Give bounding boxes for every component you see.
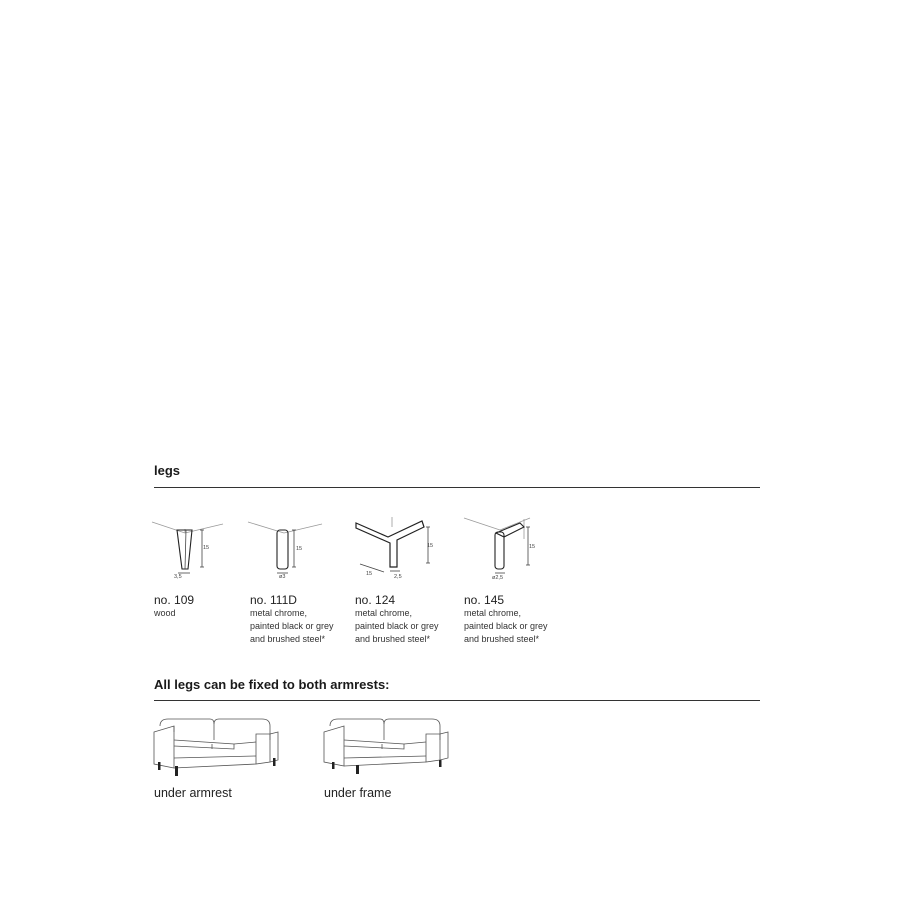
leg-109-drawing (150, 515, 230, 585)
leg-desc-line: and brushed steel* (355, 634, 431, 644)
leg-145-height: 15 (529, 544, 536, 550)
leg-item-109 (154, 593, 194, 620)
leg-124-width: 2,5 (394, 574, 402, 580)
leg-111d-width: ø3 (279, 574, 286, 580)
legs-section-title: legs (154, 463, 181, 478)
leg-name: no. 111D (250, 593, 297, 607)
leg-desc-line: metal chrome, (355, 608, 413, 618)
leg-111d-height: 15 (296, 546, 303, 552)
leg-name: no. 124 (355, 593, 396, 607)
leg-109-width: 3,5 (174, 574, 182, 580)
leg-109-height: 15 (203, 545, 210, 551)
leg-desc-line: painted black or grey (464, 621, 548, 631)
leg-desc-line: and brushed steel* (464, 634, 540, 644)
leg-124-depth: 15 (366, 571, 373, 577)
leg-name: no. 109 (154, 593, 195, 607)
leg-name: no. 145 (464, 593, 505, 607)
leg-desc-line: painted black or grey (250, 621, 334, 631)
leg-desc-line: wood (154, 608, 176, 618)
leg-145-drawing (462, 515, 552, 585)
leg-111d-drawing (246, 515, 326, 585)
leg-124-drawing (354, 515, 444, 585)
leg-desc-line: metal chrome, (250, 608, 308, 618)
sofa-under-armrest-drawing (152, 716, 282, 778)
leg-desc-line: and brushed steel* (250, 634, 326, 644)
leg-item-111d (250, 593, 334, 646)
leg-145-width: ø2,5 (492, 575, 504, 581)
sofa-under-frame-drawing (322, 716, 452, 778)
armrest-divider (154, 700, 760, 701)
armrest-section-title: All legs can be fixed to both armrests: (154, 677, 390, 692)
leg-desc-line: metal chrome, (464, 608, 522, 618)
leg-124-height: 15 (427, 543, 434, 549)
caption-under-armrest: under armrest (154, 786, 232, 800)
leg-item-124 (355, 593, 439, 646)
leg-item-145 (464, 593, 548, 646)
legs-divider (154, 487, 760, 488)
leg-desc-line: painted black or grey (355, 621, 439, 631)
caption-under-frame: under frame (324, 786, 392, 800)
